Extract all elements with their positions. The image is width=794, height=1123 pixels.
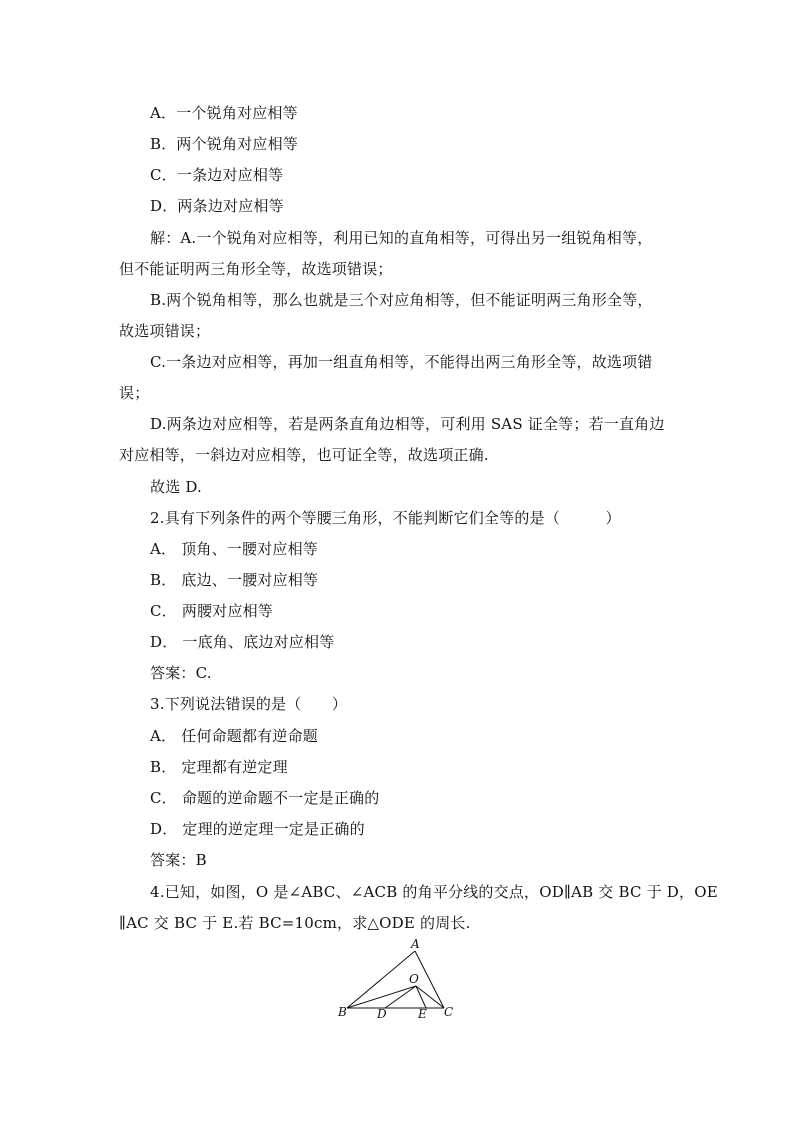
segment-bo [347, 986, 416, 1008]
q1-solution-line-2: 但不能证明两三角形全等，故选项错误； [119, 260, 393, 278]
q1-option-c: C．一条边对应相等 [150, 166, 284, 184]
segment-oc [416, 986, 444, 1008]
q1-option-a: A．一个锐角对应相等 [150, 104, 298, 122]
q4-question-line-2: ∥AC 交 BC 于 E.若 BC=10cm，求△ODE 的周长. [119, 914, 471, 932]
q2-option-b: B． 底边、一腰对应相等 [150, 571, 319, 589]
q2-option-c: C． 两腰对应相等 [150, 602, 274, 620]
q1-solution-line-7: D.两条边对应相等，若是两条直角边相等，可利用 SAS 证全等；若一直角边 [150, 415, 665, 433]
segment-ac [415, 951, 444, 1008]
q3-option-c: C． 命题的逆命题不一定是正确的 [150, 789, 380, 807]
q1-solution-line-4: 故选项错误； [119, 322, 211, 340]
label-c: C [444, 1005, 454, 1019]
q2-option-d: D． 一底角、底边对应相等 [150, 633, 335, 651]
label-e: E [418, 1007, 427, 1021]
q4-question-line-1: 4.已知，如图，O 是∠ABC、∠ACB 的角平分线的交点，OD∥AB 交 BC 于 D，OE [150, 883, 718, 901]
triangle-figure [330, 938, 460, 1023]
q2-option-a: A． 顶角、一腰对应相等 [150, 540, 319, 558]
q3-question: 3.下列说法错误的是（ ） [150, 695, 348, 713]
label-a: A [411, 937, 420, 951]
q1-answer: 故选 D. [150, 478, 203, 496]
label-o: O [409, 972, 419, 986]
q1-solution-line-8: 对应相等，一斜边对应相等，也可证全等，故选项正确. [119, 446, 489, 464]
q3-option-b: B． 定理都有逆定理 [150, 758, 288, 776]
q1-solution-line-1: 解：A.一个锐角对应相等，利用已知的直角相等，可得出另一组锐角相等， [150, 229, 653, 247]
segment-ab [347, 951, 415, 1008]
q1-solution-line-5: C.一条边对应相等，再加一组直角相等，不能得出两三角形全等，故选项错 [150, 353, 653, 371]
q2-question: 2.具有下列条件的两个等腰三角形，不能判断它们全等的是（ ） [150, 509, 621, 527]
q1-solution-line-6: 误； [119, 384, 150, 402]
q1-option-d: D．两条边对应相等 [150, 197, 284, 215]
figure-lines [347, 951, 444, 1008]
q1-option-b: B．两个锐角对应相等 [150, 135, 299, 153]
label-d: D [377, 1007, 387, 1021]
label-b: B [338, 1005, 347, 1019]
q3-answer: 答案：B [150, 851, 207, 869]
q2-answer: 答案：C. [150, 664, 212, 682]
q3-option-d: D． 定理的逆定理一定是正确的 [150, 820, 365, 838]
q3-option-a: A． 任何命题都有逆命题 [150, 727, 319, 745]
q1-solution-line-3: B.两个锐角相等，那么也就是三个对应角相等，但不能证明两三角形全等， [150, 291, 653, 309]
triangle-diagram [330, 938, 460, 1023]
segment-od [385, 986, 416, 1008]
